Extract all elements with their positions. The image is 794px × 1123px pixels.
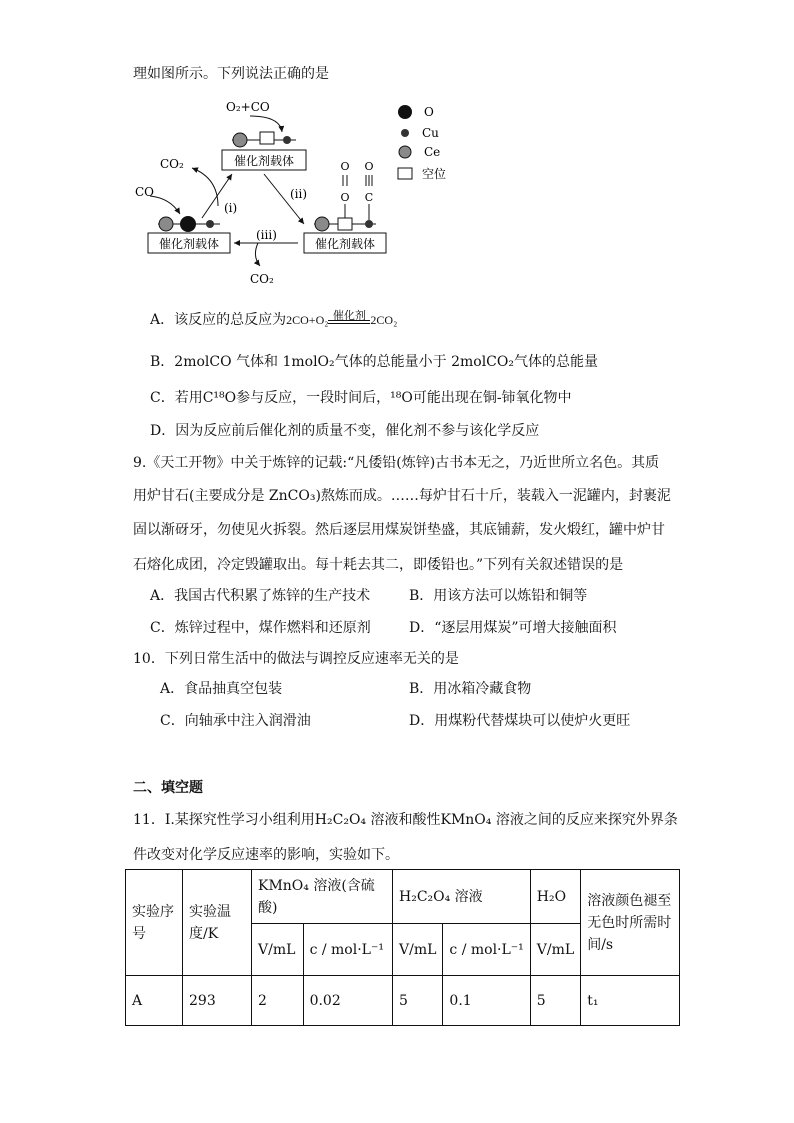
top-catalyst-box [222,132,306,170]
q9-option-c: C．炼锌过程中，煤作燃料和还原剂 [150,620,371,636]
q10-stem: 10．下列日常生活中的做法与调控反应速率无关的是 [133,651,459,667]
sub-c2: c / mol·L⁻¹ [443,924,530,976]
ce-atom [159,217,173,231]
table-row [126,976,680,1026]
cell-v2: 5 [393,976,443,1026]
svg-text:C: C [364,191,374,204]
legend-cu: Cu [422,126,439,140]
cu-atom [206,220,214,228]
cell-temp: 293 [183,976,252,1026]
sub-v2: V/mL [393,924,443,976]
step-i-label: (i) [224,201,238,215]
q10-option-b: B．用冰箱冷藏食物 [409,681,532,697]
left-catalyst-box [148,216,230,253]
sub-v1: V/mL [252,924,304,976]
co2-left-label: CO₂ [160,157,184,171]
header-time: 溶液颜色褪至无色时所需时间/s [581,870,680,976]
cell-time: t₁ [581,976,680,1026]
o-atom [180,216,196,232]
vacancy-square [260,132,274,144]
q8-option-a: A．该反应的总反应为2CO+O₂ 催化剂 2CO₂ [150,309,398,328]
header-h2c2o4: H₂C₂O₄ 溶液 [393,870,531,924]
intro-line: 理如图所示。下列说法正确的是 [133,66,329,82]
cell-v3: 5 [530,976,580,1026]
cu-atom [283,136,291,144]
left-box-label: 催化剂载体 [158,237,220,251]
legend-ce: Ce [424,145,441,159]
experiment-table [125,869,680,1026]
catalytic-cycle-diagram [130,96,470,296]
step-iii-label: (iii) [256,228,277,242]
q11-line-1: 11．I.某探究性学习小组利用H₂C₂O₄ 溶液和酸性KMnO₄ 溶液之间的反应来探究外界条 [133,812,678,828]
right-catalyst-box [304,160,386,253]
q8-option-c: C．若用C¹⁸O参与反应，一段时间后，¹⁸O可能出现在铜-铈氧化物中 [150,390,572,406]
section-heading: 二、填空题 [133,780,203,796]
q9-option-a: A．我国古代积累了炼锌的生产技术 [150,588,371,604]
svg-text:O: O [340,160,350,173]
header-h2o: H₂O [530,870,580,924]
cell-c2: 0.1 [443,976,530,1026]
top-box-label: 催化剂载体 [233,154,295,168]
co-input-label: CO [135,185,155,199]
top-input-label: O₂+CO [226,100,270,114]
legend-vacancy: 空位 [422,167,447,181]
q9-option-d: D．“逐层用煤炭”可增大接触面积 [409,620,617,636]
q9-option-b: B．用该方法可以炼铅和铜等 [409,588,588,604]
svg-text:O: O [364,160,374,173]
q9-line-4: 石熔化成团，冷定毁罐取出。每十耗去其二，即倭铅也。”下列有关叙述错误的是 [133,557,624,573]
q10-option-a: A．食品抽真空包装 [160,681,283,697]
cell-seq: A [126,976,183,1026]
ce-atom [315,217,329,231]
right-box-label: 催化剂载体 [314,237,376,251]
q8-option-b: B．2molCO 气体和 1molO₂气体的总能量小于 2molCO₂气体的总能量 [150,354,598,370]
sub-c1: c / mol·L⁻¹ [303,924,392,976]
q8-option-d: D．因为反应前后催化剂的质量不变，催化剂不参与该化学反应 [150,423,540,439]
ce-atom [233,133,247,147]
vacancy-square [338,218,352,230]
svg-text:O: O [340,191,350,204]
cell-v1: 2 [252,976,304,1026]
q9-line-3: 固以渐砑牙，勿使见火拆裂。然后逐层用煤炭饼垫盛，其底铺薪，发火煅红，罐中炉甘 [133,522,665,538]
cell-c1: 0.02 [303,976,392,1026]
legend-o: O [424,105,434,119]
q10-option-c: C．向轴承中注入润滑油 [160,713,311,729]
q11-line-2: 件改变对化学反应速率的影响，实验如下。 [133,847,399,863]
q9-line-2: 用炉甘石(主要成分是 ZnCO₃)熬炼而成。……每炉甘石十斤，装载入一泥罐内，封裹泥 [133,488,671,504]
q10-option-d: D．用煤粉代替煤块可以使炉火更旺 [409,713,631,729]
header-seq: 实验序号 [126,870,183,976]
q9-line-1: 9.《天工开物》中关于炼锌的记载:“凡倭铅(炼锌)古书本无之，乃近世所立名色。其质 [133,455,660,471]
step-ii-label: (ii) [290,187,308,201]
legend [398,105,446,181]
header-kmno4: KMnO₄ 溶液(含硫酸) [252,870,393,924]
co2-bottom-label: CO₂ [250,272,274,286]
sub-v3: V/mL [530,924,580,976]
cu-atom [365,220,373,228]
header-temp: 实验温度/K [183,870,252,976]
